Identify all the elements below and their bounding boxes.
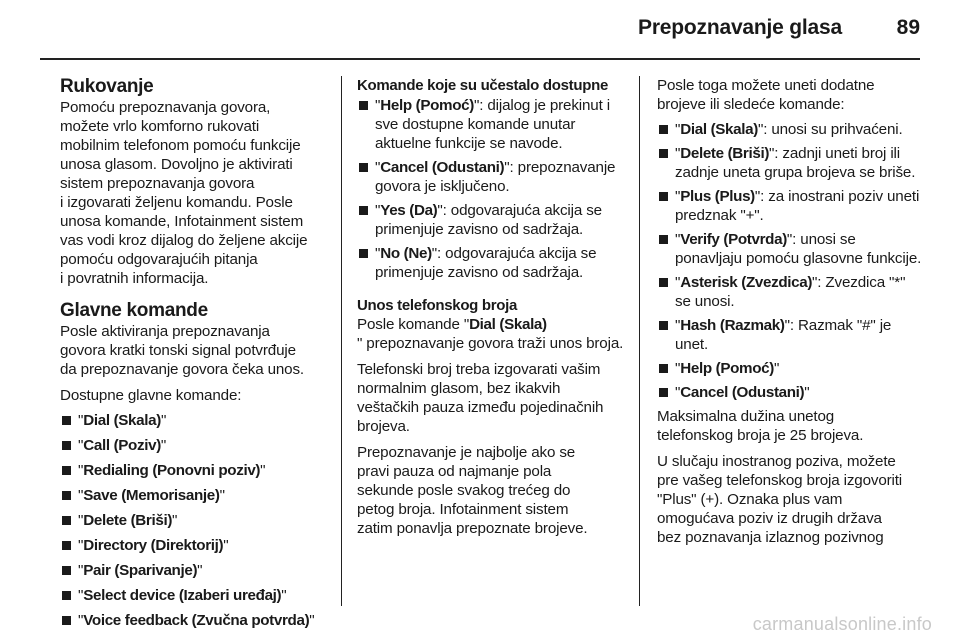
column-2 xyxy=(357,76,625,538)
column-3 xyxy=(657,76,925,547)
main-commands-list xyxy=(60,411,328,630)
paragraph-rukovanje: Pomoću prepoznavanja govora, možete vrlo komforno rukovati mobilnim telefonom pomoću funkcije unosa glasom. Dovoljno je aktivirati sistem prepoznavanja govora i izgovarati željenu komandu. Posle unosa komande, Infotainment sistem vas vodi kroz dijalog do željene akcije pomoću odgovarajućih pitanja i povratnih informacija. xyxy=(60,99,308,287)
number-commands-list xyxy=(657,120,925,402)
header-divider xyxy=(40,58,920,60)
paragraph-dostupne: Dostupne glavne komande: xyxy=(60,387,242,404)
paragraph-izgovor: Telefonski broj treba izgovarati vašim normalnim glasom, bez ikakvih veštačkih pauza između pojedinačnih brojeva. xyxy=(357,361,604,435)
list-item: "Voice feedback (Zvučna potvrda)" xyxy=(60,611,328,630)
heading-unos-broja: Unos telefonskog broja xyxy=(357,297,518,314)
list-item: "Dial (Skala)": unosi su prihvaćeni. xyxy=(657,120,925,139)
list-item: "Call (Poziv)" xyxy=(60,436,328,455)
list-item: "Cancel (Odustani)": prepoznavanje govora je isključeno. xyxy=(357,158,625,196)
column-1 xyxy=(60,76,328,630)
heading-rukovanje: Rukovanje xyxy=(60,76,154,97)
paragraph-intro: Posle toga možete uneti dodatne brojeve ili sledeće komande: xyxy=(657,77,875,113)
page-header xyxy=(0,0,960,58)
list-item: "Hash (Razmak)": Razmak "#" je unet. xyxy=(657,316,925,354)
page-number: 89 xyxy=(896,16,920,39)
list-item: "Cancel (Odustani)" xyxy=(657,383,925,402)
list-item: "Dial (Skala)" xyxy=(60,411,328,430)
list-item: "Verify (Potvrda)": unosi se ponavljaju pomoću glasovne funkcije. xyxy=(657,230,925,268)
list-item: "Directory (Direktorij)" xyxy=(60,536,328,555)
list-item: "Select device (Izaberi uređaj)" xyxy=(60,586,328,605)
list-item: "Yes (Da)": odgovarajuća akcija se primenjuje zavisno od sadržaja. xyxy=(357,201,625,239)
column-divider-1 xyxy=(341,76,342,606)
common-commands-list xyxy=(357,96,625,282)
list-item: "No (Ne)": odgovarajuća akcija se primenjuje zavisno od sadržaja. xyxy=(357,244,625,282)
paragraph-inostrani: U slučaju inostranog poziva, možete pre vašeg telefonskog broja izgovoriti "Plus" (+). Oznaka plus vam omogućava poziv iz drugih država bez poznavanja izlaznog pozivnog xyxy=(657,453,903,546)
paragraph-max: Maksimalna dužina unetog telefonskog broja je 25 brojeva. xyxy=(657,408,864,444)
list-item: "Help (Pomoć)" xyxy=(657,359,925,378)
list-item: "Pair (Sparivanje)" xyxy=(60,561,328,580)
column-divider-2 xyxy=(639,76,640,606)
list-item: "Redialing (Ponovni poziv)" xyxy=(60,461,328,480)
list-item: "Delete (Briši)": zadnji uneti broj ili zadnje uneta grupa brojeva se briše. xyxy=(657,144,925,182)
paragraph-unos: Posle komande "Dial (Skala) " prepoznavanje govora traži unos broja. xyxy=(357,316,624,352)
heading-glavne-komande: Glavne komande xyxy=(60,300,208,321)
paragraph-glavne: Posle aktiviranja prepoznavanja govora kratki tonski signal potvrđuje da prepoznavanje govora čeka unos. xyxy=(60,323,304,378)
paragraph-pauza: Prepoznavanje je najbolje ako se pravi pauza od najmanje pola sekunde posle svakog trećeg do petog broja. Infotainment sistem zatim ponavlja prepoznate brojeve. xyxy=(357,444,588,537)
page-title: Prepoznavanje glasa xyxy=(638,16,842,39)
list-item: "Save (Memorisanje)" xyxy=(60,486,328,505)
heading-common-commands: Komande koje su učestalo dostupne xyxy=(357,77,608,94)
list-item: "Asterisk (Zvezdica)": Zvezdica "*" se unosi. xyxy=(657,273,925,311)
watermark: carmanualsonline.info xyxy=(752,614,932,634)
list-item: "Help (Pomoć)": dijalog je prekinut i sve dostupne komande unutar aktuelne funkcije se navode. xyxy=(357,96,625,153)
list-item: "Plus (Plus)": za inostrani poziv uneti predznak "+". xyxy=(657,187,925,225)
list-item: "Delete (Briši)" xyxy=(60,511,328,530)
